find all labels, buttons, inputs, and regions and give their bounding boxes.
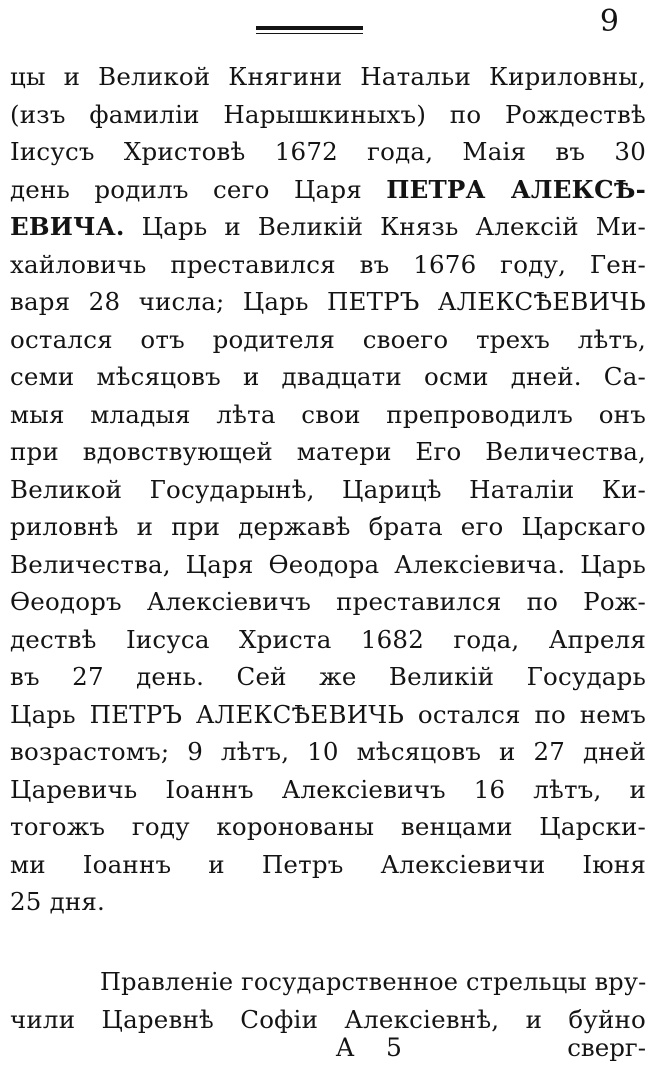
text-line — [10, 433, 646, 471]
text-line — [10, 883, 646, 921]
text-segment: Царь ПЕТРЪ АЛЕКСѢЕВИЧЬ остался по немъ — [10, 699, 646, 729]
catchword: сверг- — [567, 1033, 646, 1062]
text-segment: риловнѣ и при державѣ брата его Царскаго — [10, 512, 646, 541]
text-line — [10, 771, 646, 809]
body-text — [10, 58, 646, 1039]
text-segment: дествѣ Іисуса Христа 1682 года, Апреля — [10, 624, 646, 654]
text-segment: Правленіе государственное стрельцы вру- — [100, 967, 647, 996]
text-segment: ми Іоаннъ и Петръ Алексіевичи Іюня — [10, 849, 646, 879]
text-segment: семи мѣсяцовъ и двадцати осми дней. Са- — [10, 362, 646, 391]
text-line — [10, 171, 646, 209]
text-line — [10, 508, 646, 546]
text-line — [10, 208, 646, 246]
text-segment: при вдовствующей матери Его Величества, — [10, 437, 646, 466]
text-line — [10, 696, 646, 734]
text-line — [10, 58, 646, 96]
text-segment: тогожъ году коронованы венцами Царски- — [10, 812, 646, 841]
text-segment: Царевичь Іоаннъ Алексіевичъ 16 лѣтъ, и — [10, 774, 646, 804]
text-line — [10, 733, 646, 771]
text-line — [10, 658, 646, 696]
text-segment: Іисусъ Христовѣ 1672 года, Маія въ 30 — [10, 137, 646, 166]
text-line — [10, 246, 646, 284]
text-segment: хайловичь преставился въ 1676 году, Ген- — [10, 249, 646, 279]
text-segment: (изъ фамиліи Нарышкиныхъ) по Рождествѣ — [10, 99, 646, 129]
text-line — [10, 133, 646, 171]
text-line — [10, 546, 646, 584]
text-segment: остался отъ родителя своего трехъ лѣтъ, — [10, 324, 646, 354]
text-line — [10, 846, 646, 884]
text-line — [10, 621, 646, 659]
text-segment: день родилъ сего Царя — [10, 174, 387, 204]
text-line — [10, 96, 646, 134]
text-line — [10, 358, 646, 396]
text-segment: Величества, Царя Ѳеодора Алексіевича. Царь — [10, 549, 646, 579]
signature-mark: A 5 — [336, 1033, 414, 1062]
page-footer — [10, 1028, 646, 1068]
text-line — [10, 396, 646, 434]
paragraph — [10, 58, 646, 921]
page-number: 9 — [599, 4, 619, 39]
text-segment: чили Царевнѣ Софіи Алексіевнѣ, и буйно — [10, 1005, 646, 1034]
bold-name-segment: ПЕТРА АЛЕКСѢ- — [386, 174, 646, 204]
text-line — [10, 964, 646, 1002]
text-segment: 25 дня. — [10, 887, 106, 916]
text-segment: варя 28 числа; Царь ПЕТРЪ АЛЕКСѢЕВИЧЬ — [10, 287, 646, 316]
text-segment: Царь и Великій Князь Алексій Ми- — [124, 212, 646, 241]
text-line — [10, 321, 646, 359]
text-segment: Великой Государынѣ, Царицѣ Наталіи Ки- — [10, 474, 646, 504]
text-segment: цы и Великой Княгини Натальи Кириловны, — [10, 62, 646, 91]
header-rule — [256, 26, 363, 30]
text-line — [10, 471, 646, 509]
text-segment: возрастомъ; 9 лѣтъ, 10 мѣсяцовъ и 27 дней — [10, 737, 646, 766]
paragraph-gap — [10, 921, 646, 964]
text-line — [10, 283, 646, 321]
bold-name-segment: ЕВИЧА. — [10, 212, 125, 241]
text-segment: мыя младыя лѣта свои препроводилъ онъ — [10, 399, 646, 429]
text-line — [10, 808, 646, 846]
text-segment: въ 27 день. Сей же Великій Государь — [10, 662, 646, 691]
text-segment: Ѳеодоръ Алексіевичъ преставился по Рож- — [10, 587, 646, 616]
text-line — [10, 583, 646, 621]
